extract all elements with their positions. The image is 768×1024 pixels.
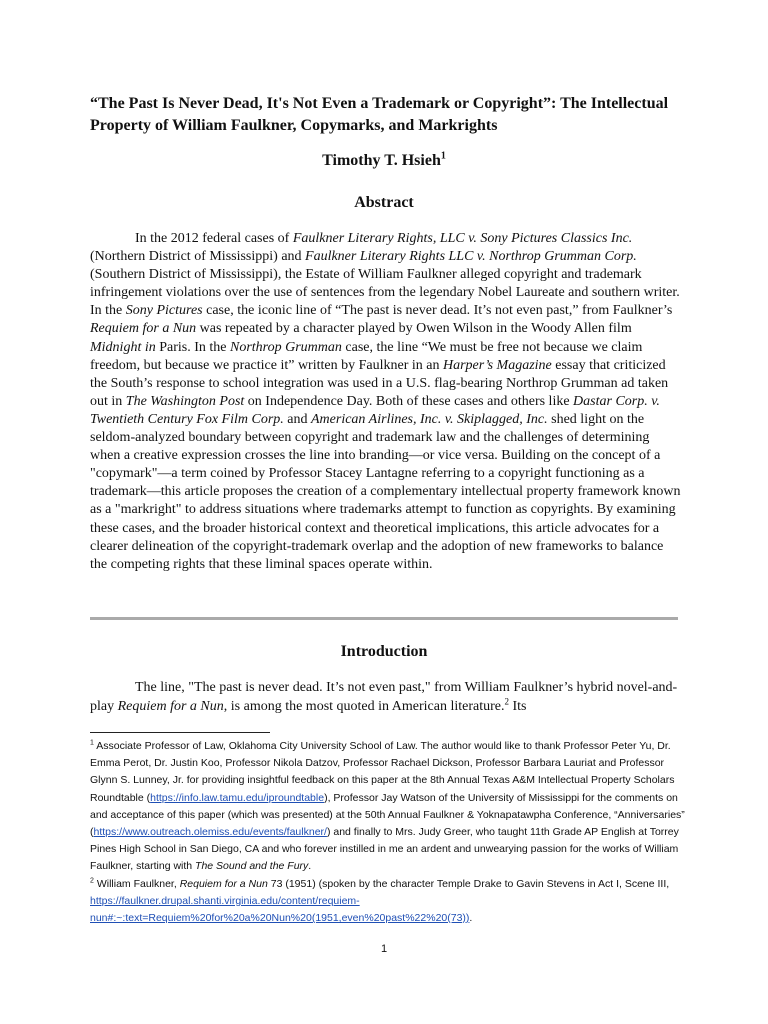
footnote-text: Associate Professor of Law, Oklahoma City University School of Law. The author would like to thank Professor Peter Yu, Dr. Emma Perot, Dr. Justin Koo, Professor Nikola Datzov, Professor Rachael Dickson, Professor Barbara Lauriat and Professor Glynn S. Lunney, Jr. for providing insightful feedback on this paper at the 8th Annual Texas A&M Intellectual Property Scholars Roundtable (	[90, 740, 675, 804]
footnote-text: 73 (1951) (spoken by the character Temple Drake to Gavin Stevens in Act I, Scene III,	[267, 877, 670, 890]
work-title: The Sound and the Fury	[195, 860, 309, 873]
intro-text: Its	[508, 698, 527, 714]
abstract-text: In the 2012 federal cases of	[135, 231, 293, 246]
work-title: The Washington Post	[125, 393, 245, 409]
author-name: Timothy T. Hsieh	[322, 152, 441, 169]
case-name: Faulkner Literary Rights, LLC v. Sony Pictures Classics Inc.	[292, 231, 633, 246]
section-divider	[90, 617, 678, 620]
case-name: American Airlines, Inc. v. Skiplagged, Inc.	[311, 411, 548, 427]
footnote-text: ), Professor Jay Watson of the University of Mississippi for the comments on and acceptance of this paper (which was presented) at the 50th Annual Faulkner & Yoknapatawpha Conference, “Anniversaries” (	[90, 791, 685, 839]
introduction-heading: Introduction	[340, 643, 428, 660]
footnote-text: .	[308, 860, 312, 873]
abstract-text: (Northern District of Mississippi) and	[90, 249, 306, 265]
work-title: Requiem for a Nun	[179, 877, 268, 890]
abstract-text: (Southern District of Mississippi), the Estate of William Faulkner alleged copyright and trademark infringement violations over the use of sentences from the legendary Nobel Laureate and southern writer. In the	[90, 267, 680, 319]
footnote-link[interactable]: https://info.law.tamu.edu/iproundtable	[150, 791, 325, 804]
footnote-text: .	[469, 912, 473, 925]
author-footnote-ref[interactable]: 1	[440, 150, 446, 162]
abstract-text: Paris. In the	[155, 339, 230, 355]
case-name: Northrop Grumman	[230, 339, 342, 355]
footnote-link[interactable]: https://www.outreach.olemiss.edu/events/faulkner/	[93, 826, 327, 839]
footnote-number: 2	[90, 877, 94, 885]
footnote-text: ) and finally to Mrs. Judy Greer, who taught 11th Grade AP English at Torrey Pines High School in San Diego, CA and who forever instilled in me an ardent and unwearying passion for the works of William Faulkner, starting with	[90, 826, 679, 873]
footnote-1	[90, 738, 685, 876]
work-title: Harper’s Magazine	[442, 357, 552, 373]
abstract-heading: Abstract	[354, 194, 414, 211]
abstract-text: was repeated by a character played by Owen Wilson in the Woody Allen film	[196, 321, 632, 337]
footnote-separator	[90, 732, 270, 733]
footnotes	[90, 738, 685, 927]
paper-title: “The Past Is Never Dead, It's Not Even a Trademark or Copyright”: The Intellectual Property of William Faulkner, Copymarks, and Markrights	[90, 95, 669, 134]
abstract-text: on Independence Day. Both of these cases and others like	[244, 393, 574, 409]
footnote-ref-2[interactable]: 2	[504, 695, 509, 706]
case-name: Sony Pictures	[125, 303, 203, 319]
author-line	[0, 150, 768, 172]
footnote-2	[90, 876, 685, 928]
work-title: Requiem for a Nun	[90, 321, 197, 337]
intro-text: The line, "The past is never dead. It’s not even past," from William Faulkner’s hybrid novel-and-play	[90, 680, 678, 714]
abstract-paragraph	[90, 230, 683, 574]
introduction-paragraph	[90, 679, 685, 716]
page-number: 1	[380, 943, 388, 955]
case-name: Faulkner Literary Rights LLC v. Northrop Grumman Corp.	[305, 249, 637, 265]
work-title: Midnight in	[90, 339, 156, 355]
footnote-text: William Faulkner,	[93, 877, 180, 890]
abstract-text: case, the line “We must be free not because we claim freedom, but because we practice it” written by Faulkner in an	[90, 339, 643, 373]
abstract-text: shed light on the seldom-analyzed boundary between copyright and trademark law and the challenges of determining when a creative expression crosses the line into branding—or vice versa. Building on the concept of a "copymark"—a term coined by Professor Stacey Lantagne referring to a copyright functioning as a trademark—this article proposes the creation of a complementary intellectual property framework known as a "markright" to address situations where trademarks attempt to function as copyrights. By examining these cases, and the broader historical context and theoretical implications, this article advocates for a clearer delineation of the copyright-trademark overlap and the adoption of new frameworks to balance the competing rights that these liminal spaces operate within.	[90, 411, 681, 572]
footnote-link[interactable]: https://faulkner.drupal.shanti.virginia.edu/content/requiem-nun#:~:text=Requiem%20for%20a%20Nun%20(1951,even%20past%22%20(73))	[90, 894, 470, 925]
intro-text: , is among the most quoted in American literature.	[223, 698, 505, 714]
abstract-text: essay that criticized the South’s response to school integration was used in a U.S. flag-bearing Northrop Grumman ad taken out in	[90, 357, 669, 409]
footnote-number: 1	[90, 739, 94, 747]
abstract-text: and	[283, 411, 311, 427]
case-name: Dastar Corp. v. Twentieth Century Fox Film Corp.	[90, 393, 660, 427]
abstract-text: case, the iconic line of “The past is never dead. It’s not even past,” from Faulkner’s	[202, 303, 673, 319]
work-title: Requiem for a Nun	[117, 698, 224, 714]
